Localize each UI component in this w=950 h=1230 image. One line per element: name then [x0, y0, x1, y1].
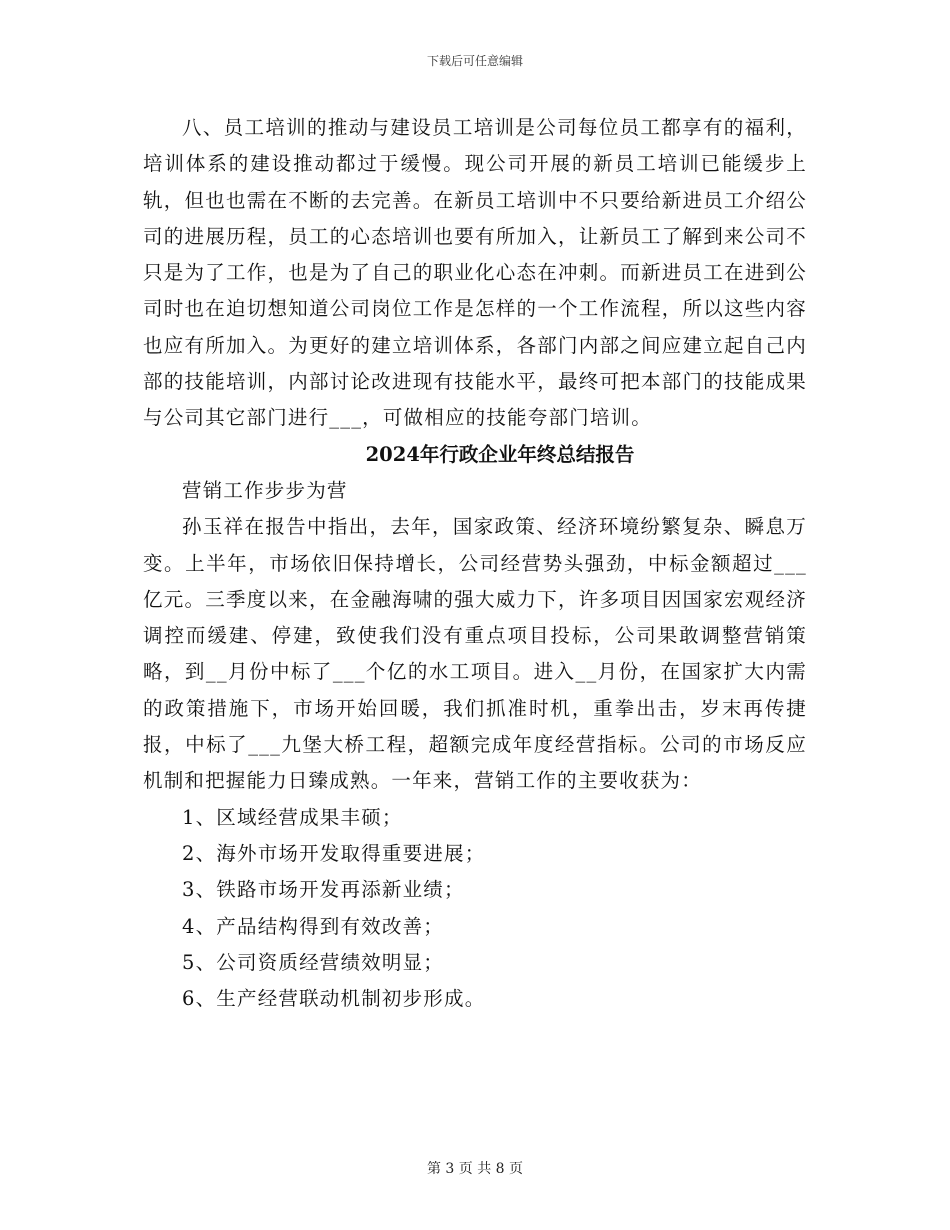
- list-item: 6、生产经营联动机制初步形成。: [182, 987, 486, 1011]
- list-item: 1、区域经营成果丰硕；: [182, 805, 403, 829]
- page-header-note: 下载后可任意编辑: [426, 54, 523, 68]
- section-8-paragraph: 八、员工培训的推动与建设员工培训是公司每位员工都享有的福利，培训体系的建设推动都过于缓慢。现公司开展的新员工培训已能缓步上轨，但也也需在不断的去完善。在新员工培训中不只要给新进员工介绍公司的进展历程，员工的心态培训也要有所加入，让新员工了解到来公司不只是为了工作，也是为了自己的职业化心态在冲刺。而新进员工在进到公司时也在迫切想知道公司岗位工作是怎样的一个工作流程，所以这些内容也应有所加入。为更好的建立培训体系，各部门内部之间应建立起自己内部的技能培训，内部讨论改进现有技能水平，最终可把本部门的技能成果与公司其它部门进行___，可做相应的技能夸部门培训。: [143, 116, 807, 430]
- document-body: [143, 110, 807, 1017]
- list-item: 5、公司资质经营绩效明显；: [182, 950, 445, 974]
- list-item: 3、铁路市场开发再添新业绩；: [182, 878, 465, 902]
- page-number: 第 3 页 共 8 页: [426, 1161, 524, 1177]
- report-paragraph: 孙玉祥在报告中指出，去年，国家政策、经济环境纷繁复杂、瞬息万变。上半年，市场依旧保持增长，公司经营势头强劲，中标金额超过___亿元。三季度以来，在金融海啸的强大威力下，许多项目因国家宏观经济调控而缓建、停建，致使我们没有重点项目投标，公司果敢调整营销策略，到__月份中标了___个亿的水工项目。进入__月份，在国家扩大内需的政策措施下，市场开始回暖，我们抓准时机，重拳出击，岁末再传捷报，中标了___九堡大桥工程，超额完成年度经营指标。公司的市场反应机制和把握能力日臻成熟。一年来，营销工作的主要收获为：: [143, 515, 807, 793]
- report-subtitle: 营销工作步步为营: [182, 478, 348, 502]
- report-title: 2024年行政企业年终总结报告: [365, 442, 635, 466]
- list-item: 2、海外市场开发取得重要进展；: [182, 841, 486, 865]
- list-item: 4、产品结构得到有效改善；: [182, 914, 445, 938]
